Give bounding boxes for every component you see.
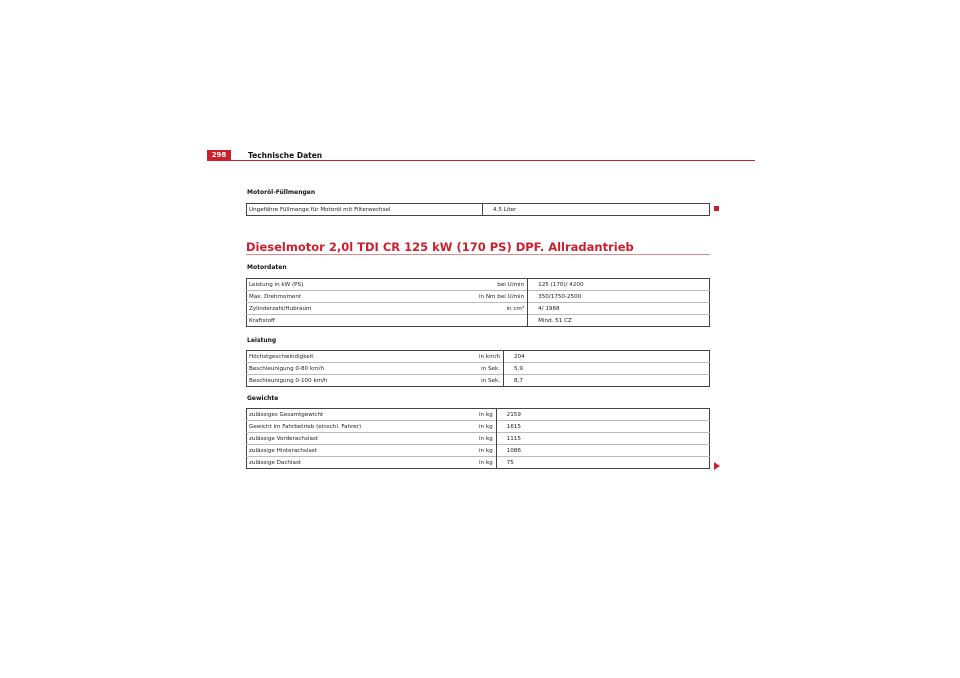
row-value: 350/1750-2500 xyxy=(528,291,710,303)
row-value: Mind. 51 CZ xyxy=(528,315,710,327)
motordaten-table xyxy=(246,278,710,327)
row-label: Leistung in kW (PS) xyxy=(249,281,304,288)
gewichte-label: Gewichte xyxy=(247,395,279,402)
row-value: 75 xyxy=(496,457,709,469)
row-value: 125 (170)/ 4200 xyxy=(538,281,584,288)
section-end-mark-icon xyxy=(714,206,719,211)
row-unit: in km/h xyxy=(477,351,504,363)
page-header xyxy=(207,150,755,161)
table-row xyxy=(247,279,710,291)
row-value: 1086 xyxy=(496,445,709,457)
row-label: zulässige Hinterachslast xyxy=(247,445,478,457)
table-row xyxy=(247,375,710,387)
row-unit xyxy=(477,315,528,327)
row-unit: in kg xyxy=(477,457,496,469)
oil-section-label: Motoröl-Füllmengen xyxy=(247,189,316,196)
table-row xyxy=(247,315,710,327)
oil-table xyxy=(246,203,710,216)
row-unit: in kg xyxy=(477,421,496,433)
row-value: 1615 xyxy=(496,421,709,433)
row-label: Gewicht im Fahrbetrieb (einschl. Fahrer) xyxy=(247,421,478,433)
table-row xyxy=(247,445,710,457)
leistung-table xyxy=(246,350,710,387)
row-label: Höchstgeschwindigkeit xyxy=(249,353,314,360)
leistung-label: Leistung xyxy=(247,337,277,344)
continue-arrow-icon xyxy=(714,462,720,470)
row-label: Beschleunigung 0-100 km/h xyxy=(247,375,478,387)
row-label: Ungefähre Füllmenge für Motoröl mit Filterwechsel xyxy=(249,206,391,213)
heading-rule xyxy=(246,254,710,255)
row-value: 204 xyxy=(514,353,525,360)
row-value: 4/ 1968 xyxy=(528,303,710,315)
table-row xyxy=(247,291,710,303)
row-unit: in Sek. xyxy=(477,363,504,375)
row-unit: in Sek. xyxy=(477,375,504,387)
row-label: Max. Drehmoment xyxy=(247,291,478,303)
row-unit: in kg xyxy=(477,445,496,457)
row-value: 8,7 xyxy=(504,375,710,387)
table-row xyxy=(247,351,710,363)
row-value: 1115 xyxy=(496,433,709,445)
row-value: 5,9 xyxy=(504,363,710,375)
section-heading: Dieselmotor 2,0l TDI CR 125 kW (170 PS) DPF. Allradantrieb xyxy=(246,240,634,254)
row-unit: in cm³ xyxy=(477,303,528,315)
row-label: Beschleunigung 0-80 km/h xyxy=(247,363,478,375)
table-row xyxy=(247,457,710,469)
gewichte-table xyxy=(246,408,710,469)
table-row xyxy=(247,204,710,216)
row-unit: in Nm bei U/min xyxy=(477,291,528,303)
table-row xyxy=(247,433,710,445)
row-unit: bei U/min xyxy=(477,279,528,291)
header-rule xyxy=(231,160,755,161)
header-title: Technische Daten xyxy=(248,151,323,160)
table-row xyxy=(247,363,710,375)
table-row xyxy=(247,409,710,421)
row-value: 2159 xyxy=(506,411,521,418)
page-number: 298 xyxy=(207,150,231,161)
row-label: zulässige Vorderachslast xyxy=(247,433,478,445)
row-unit: in kg xyxy=(477,433,496,445)
row-label: zulässige Dachlast xyxy=(247,457,478,469)
row-value: 4,5 Liter xyxy=(493,206,517,213)
row-label: zulässiges Gesamtgewicht xyxy=(249,411,324,418)
motordaten-label: Motordaten xyxy=(247,264,287,271)
table-row xyxy=(247,303,710,315)
row-label: Kraftstoff xyxy=(247,315,478,327)
table-row xyxy=(247,421,710,433)
row-unit: in kg xyxy=(477,409,496,421)
row-label: Zylinderzahl/Hubraum xyxy=(247,303,478,315)
